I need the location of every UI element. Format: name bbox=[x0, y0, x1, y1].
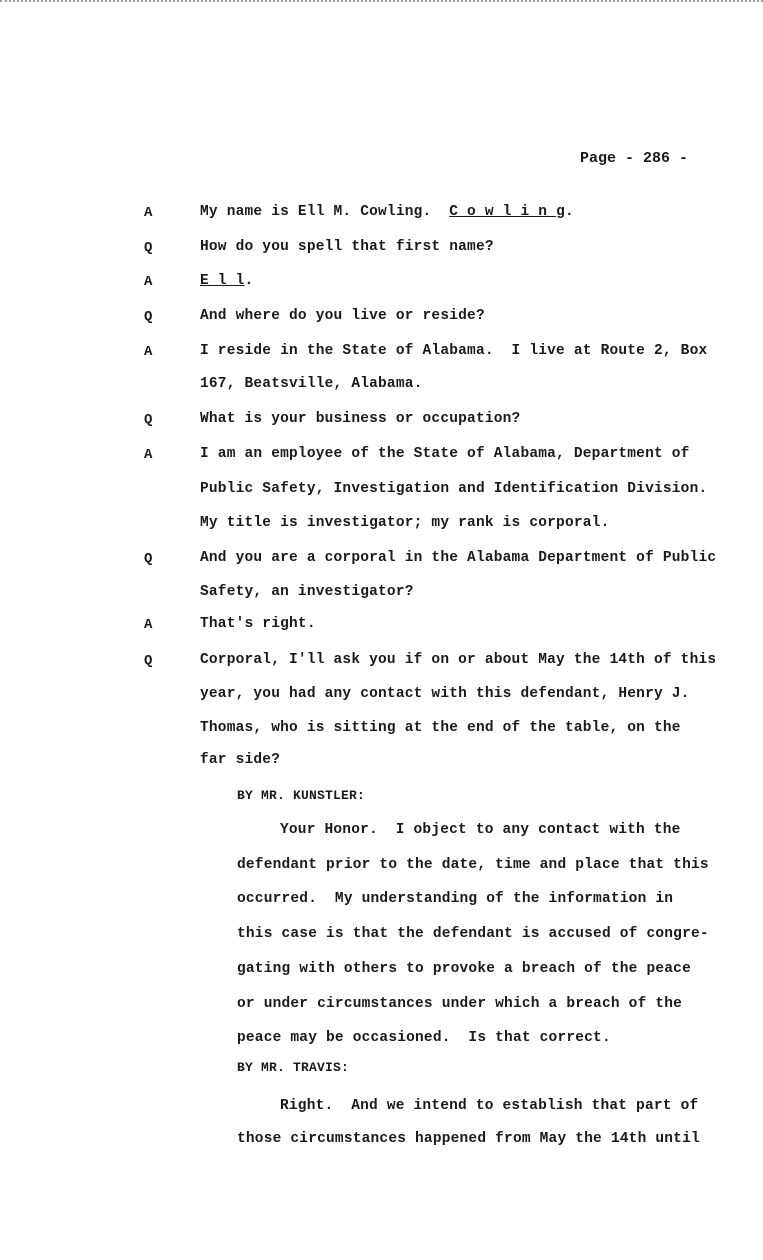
testimony-line bbox=[200, 308, 485, 324]
line-text: And you are a corporal in the Alabama Department of Public bbox=[200, 550, 717, 566]
line-text: How do you spell that first name? bbox=[200, 239, 494, 255]
speaker-label: Q bbox=[144, 551, 153, 567]
colloquy-line: gating with others to provoke a breach of the peace bbox=[237, 961, 691, 977]
line-text: My title is investigator; my rank is corporal. bbox=[200, 515, 610, 531]
testimony-line bbox=[200, 239, 494, 255]
spelled-name: E l l bbox=[200, 273, 245, 289]
page-number: Page - 286 - bbox=[580, 150, 689, 167]
line-text: 167, Beatsville, Alabama. bbox=[200, 376, 423, 392]
colloquy-line: Right. And we intend to establish that part of bbox=[280, 1098, 699, 1114]
line-text: I am an employee of the State of Alabama, Department of bbox=[200, 446, 690, 462]
line-text: That's right. bbox=[200, 616, 316, 632]
colloquy-line: this case is that the defendant is accused of congre- bbox=[237, 926, 709, 942]
testimony-line bbox=[200, 584, 414, 600]
testimony-line bbox=[200, 515, 609, 531]
line-text: My name is Ell M. Cowling. bbox=[200, 204, 450, 220]
testimony-line bbox=[200, 652, 716, 668]
speaker-label: A bbox=[144, 447, 153, 463]
line-text: year, you had any contact with this defendant, Henry J. bbox=[200, 686, 690, 702]
testimony-line bbox=[200, 720, 681, 736]
line-text: Public Safety, Investigation and Identification Division. bbox=[200, 481, 708, 497]
colloquy-line: Your Honor. I object to any contact with the bbox=[280, 822, 681, 838]
testimony-line bbox=[200, 411, 520, 427]
colloquy-line: defendant prior to the date, time and place that this bbox=[237, 857, 709, 873]
testimony-line bbox=[200, 616, 316, 632]
testimony-line bbox=[200, 481, 707, 497]
testimony-line bbox=[200, 273, 253, 289]
speaker-label: Q bbox=[144, 412, 153, 428]
testimony-line bbox=[200, 446, 690, 462]
colloquy-line: occurred. My understanding of the information in bbox=[237, 891, 674, 907]
line-text: I reside in the State of Alabama. I live at Route 2, Box bbox=[200, 343, 708, 359]
line-text: Corporal, I'll ask you if on or about May the 14th of this bbox=[200, 652, 717, 668]
testimony-line bbox=[200, 204, 574, 220]
colloquy-heading: BY MR. TRAVIS: bbox=[237, 1060, 350, 1075]
page-top-edge bbox=[0, 0, 763, 8]
colloquy-line: those circumstances happened from May the 14th until bbox=[237, 1131, 700, 1147]
line-text: far side? bbox=[200, 752, 281, 768]
colloquy-line: or under circumstances under which a breach of the bbox=[237, 996, 683, 1012]
line-text: Safety, an investigator? bbox=[200, 584, 414, 600]
speaker-label: Q bbox=[144, 309, 153, 325]
testimony-line bbox=[200, 376, 423, 392]
speaker-label: A bbox=[144, 274, 153, 290]
speaker-label: A bbox=[144, 617, 153, 633]
testimony-line bbox=[200, 550, 716, 566]
line-text: What is your business or occupation? bbox=[200, 411, 521, 427]
speaker-label: A bbox=[144, 205, 153, 221]
colloquy-heading: BY MR. KUNSTLER: bbox=[237, 788, 366, 803]
speaker-label: A bbox=[144, 344, 153, 360]
line-text: And where do you live or reside? bbox=[200, 308, 485, 324]
testimony-line bbox=[200, 343, 707, 359]
speaker-label: Q bbox=[144, 653, 153, 669]
testimony-line bbox=[200, 686, 690, 702]
line-text: . bbox=[244, 273, 254, 289]
colloquy-line: peace may be occasioned. Is that correct. bbox=[237, 1030, 611, 1046]
spelled-name: C o w l i n g bbox=[449, 204, 565, 220]
line-text: Thomas, who is sitting at the end of the table, on the bbox=[200, 720, 681, 736]
speaker-label: Q bbox=[144, 240, 153, 256]
testimony-line bbox=[200, 752, 280, 768]
line-text: . bbox=[564, 204, 574, 220]
